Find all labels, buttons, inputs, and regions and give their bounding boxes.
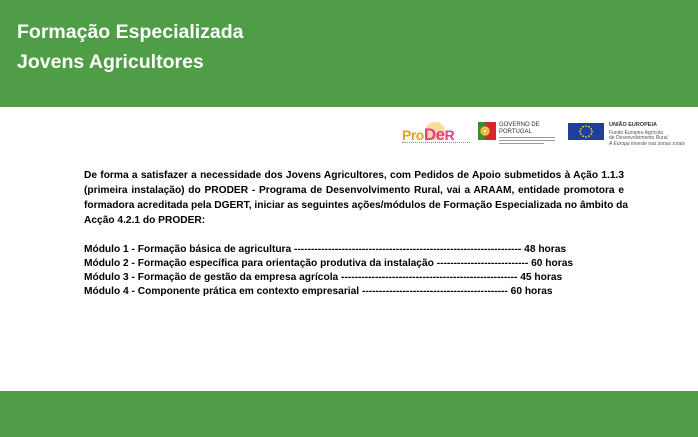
intro-line-3: formadora acreditada pela DGERT, iniciar as seguintes ações/módulos de Formação Especializada no âmbito da [84,200,629,211]
governo-portugal-logo [478,120,558,148]
eu-flag-icon [568,123,604,140]
intro-line-2: (primeira instalação) do PRODER - Programa de Desenvolvimento Rural, vai a ARAAM, entidade promotora e [84,185,624,196]
portugal-emblem-icon [478,122,496,140]
intro-paragraph [84,168,629,228]
proder-subtitle-line [402,142,470,145]
proder-logo [402,121,472,147]
intro-line-4: Acção 4.2.1 do PRODER: [84,215,206,226]
ue-fund-line-2: de Desenvolvimento Rural [609,135,668,141]
intro-line-1: De forma a satisfazer a necessidade dos Jovens Agricultores, com Pedidos de Apoio submetidos à Ação 1.1.3 [84,170,624,181]
ue-fund-line-1: Fundo Europeu Agrícola [609,130,663,136]
page-title-line-2: Jovens Agricultores [17,51,204,73]
ue-title: UNIÃO EUROPEIA [609,122,657,128]
page-title-line-1: Formação Especializada [17,21,244,43]
modules-list [84,243,624,299]
announcement-body [84,168,629,299]
module-item-2: Módulo 2 - Formação específica para orientação produtiva da instalação --------------------------- 60 horas [84,258,574,269]
eu-stars-icon [568,123,604,140]
header-banner [0,0,698,107]
uniao-europeia-logo [568,122,685,148]
governo-fine-print [499,137,555,146]
module-item-4: Módulo 4 - Componente prática em contexto empresarial ------------------------------------------- 60 horas [84,286,553,297]
proder-wordmark: ProDeR [402,125,455,144]
footer-banner [0,391,698,437]
ue-slogan: A Europa investe nas zonas rurais [609,141,685,147]
module-item-1: Módulo 1 - Formação básica de agricultura ------------------------------------------------------------------- 48 horas [84,244,567,255]
module-item-3: Módulo 3 - Formação de gestão da empresa agrícola ---------------------------------------------------- 45 horas [84,272,563,283]
governo-text: GOVERNO DE PORTUGAL [499,122,540,135]
